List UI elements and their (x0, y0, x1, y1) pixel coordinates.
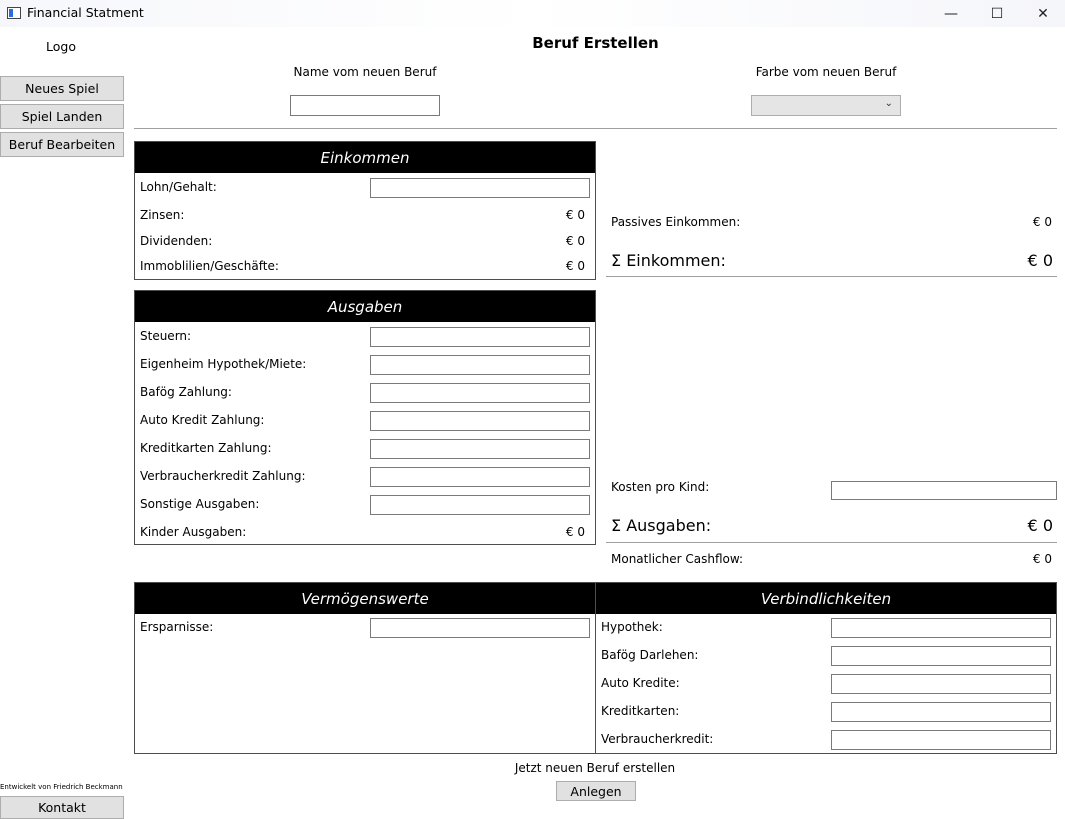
children-expenses-value: € 0 (565, 525, 585, 539)
car-loan-payment-input[interactable] (370, 411, 590, 431)
passive-income-value: € 0 (1032, 215, 1052, 229)
developer-note: Entwickelt von Friedrich Beckmann (0, 783, 123, 791)
window-title: Financial Statment (27, 5, 144, 20)
assets-title: Vermögenswerte (135, 583, 595, 614)
salary-input[interactable] (370, 178, 590, 198)
consumer-credit-payment-label: Verbraucherkredit Zahlung: (140, 469, 306, 483)
new-game-button[interactable]: Neues Spiel (0, 76, 124, 101)
interest-label: Zinsen: (140, 208, 185, 222)
header-divider (134, 128, 1057, 129)
other-expenses-input[interactable] (370, 495, 590, 515)
car-loans-label: Auto Kredite: (601, 676, 680, 690)
bafoeg-loan-label: Bafög Darlehen: (601, 648, 699, 662)
title-bar (0, 0, 1065, 27)
consumer-credit-label: Verbraucherkredit: (601, 732, 714, 746)
logo: Logo (46, 39, 76, 54)
income-total-value: € 0 (1027, 251, 1053, 270)
expenses-total-label: Σ Ausgaben: (611, 516, 712, 535)
app-icon (7, 7, 21, 19)
cashflow-value: € 0 (1032, 552, 1052, 566)
income-summary-divider (606, 276, 1057, 277)
edit-profession-button[interactable]: Beruf Bearbeiten (0, 132, 124, 157)
close-button[interactable]: ✕ (1037, 5, 1049, 22)
name-label: Name vom neuen Beruf (293, 65, 437, 79)
expense-summary-divider (606, 542, 1057, 543)
car-loan-payment-label: Auto Kredit Zahlung: (140, 413, 265, 427)
bafoeg-loan-input[interactable] (831, 646, 1051, 666)
savings-label: Ersparnisse: (140, 620, 214, 634)
profession-name-input[interactable] (290, 95, 440, 116)
mortgage-label: Hypothek: (601, 620, 663, 634)
taxes-input[interactable] (370, 327, 590, 347)
credit-cards-label: Kreditkarten: (601, 704, 680, 718)
income-total-label: Σ Einkommen: (611, 251, 726, 270)
other-expenses-label: Sonstige Ausgaben: (140, 497, 260, 511)
bafoeg-payment-input[interactable] (370, 383, 590, 403)
realestate-label: Immoblilien/Geschäfte: (140, 259, 279, 273)
expenses-title: Ausgaben (135, 291, 595, 322)
interest-value: € 0 (565, 208, 585, 222)
savings-input[interactable] (370, 618, 590, 638)
consumer-credit-input[interactable] (831, 730, 1051, 750)
minimize-button[interactable]: — (944, 5, 958, 22)
dividends-value: € 0 (565, 234, 585, 248)
realestate-value: € 0 (565, 259, 585, 273)
color-label: Farbe vom neuen Beruf (755, 65, 897, 79)
mortgage-input[interactable] (831, 618, 1051, 638)
bafoeg-payment-label: Bafög Zahlung: (140, 385, 232, 399)
dividends-label: Dividenden: (140, 234, 213, 248)
income-title: Einkommen (135, 142, 595, 173)
credit-card-payment-input[interactable] (370, 439, 590, 459)
color-select[interactable] (751, 95, 901, 116)
car-loans-input[interactable] (831, 674, 1051, 694)
cashflow-label: Monatlicher Cashflow: (611, 552, 744, 566)
maximize-button[interactable]: ☐ (990, 5, 1004, 22)
balance-divider (595, 583, 596, 753)
contact-button[interactable]: Kontakt (0, 796, 124, 819)
liabilities-title: Verbindlichkeiten (596, 583, 1056, 614)
credit-cards-input[interactable] (831, 702, 1051, 722)
chevron-down-icon: ⌄ (884, 98, 893, 109)
passive-income-label: Passives Einkommen: (611, 215, 741, 229)
create-prompt: Jetzt neuen Beruf erstellen (514, 761, 676, 775)
create-button[interactable]: Anlegen (556, 781, 636, 801)
mortgage-rent-input[interactable] (370, 355, 590, 375)
mortgage-rent-label: Eigenheim Hypothek/Miete: (140, 357, 307, 371)
children-expenses-label: Kinder Ausgaben: (140, 525, 247, 539)
taxes-label: Steuern: (140, 329, 192, 343)
page-title: Beruf Erstellen (532, 34, 659, 52)
cost-per-child-label: Kosten pro Kind: (611, 480, 710, 494)
consumer-credit-payment-input[interactable] (370, 467, 590, 487)
credit-card-payment-label: Kreditkarten Zahlung: (140, 441, 272, 455)
expenses-total-value: € 0 (1027, 516, 1053, 535)
load-game-button[interactable]: Spiel Landen (0, 104, 124, 129)
salary-label: Lohn/Gehalt: (140, 180, 217, 194)
cost-per-child-input[interactable] (831, 481, 1057, 500)
